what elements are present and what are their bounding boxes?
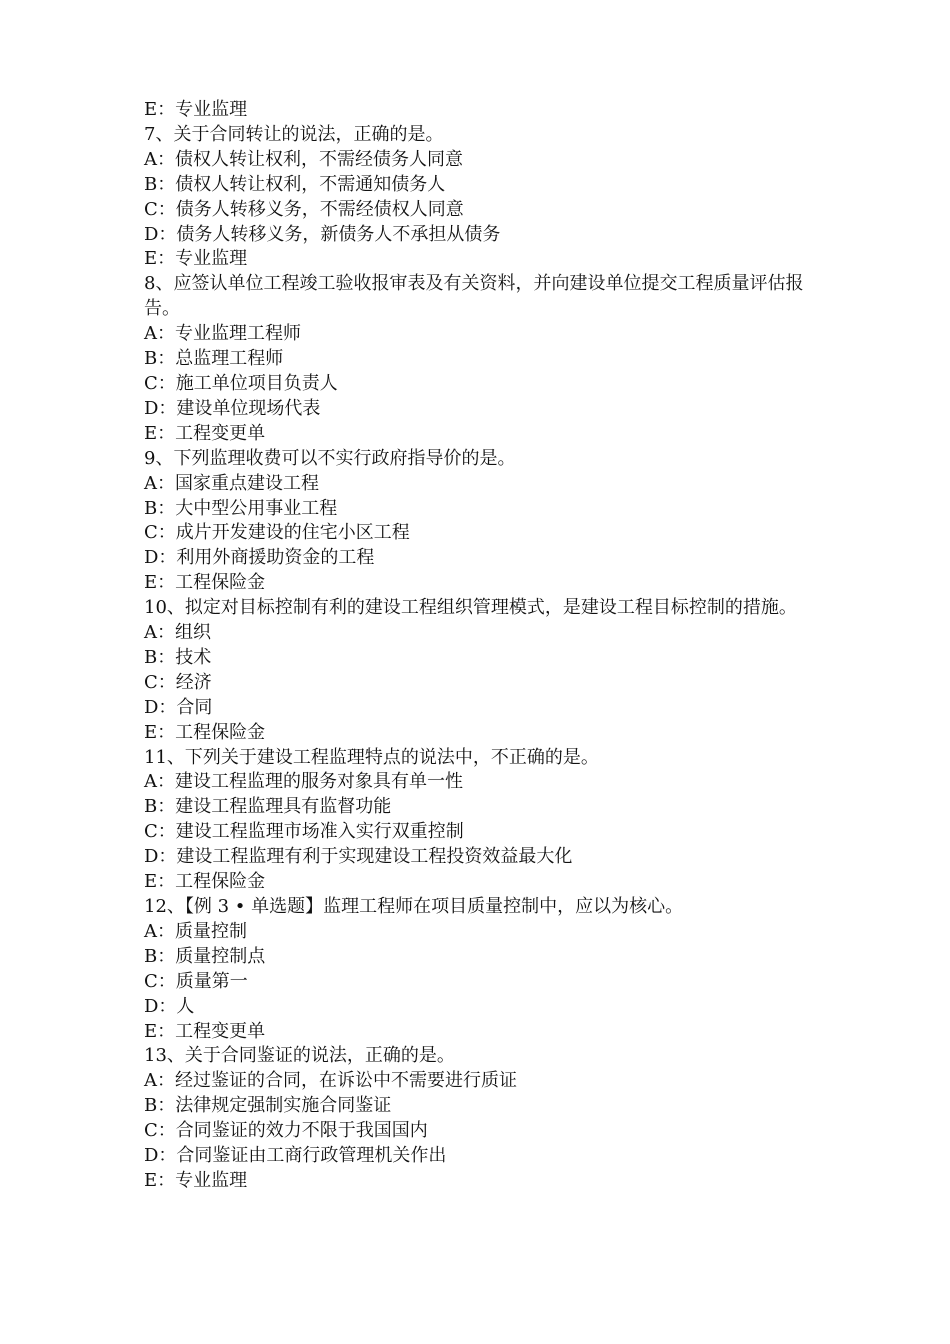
option-a: A：质量控制 [144, 920, 247, 942]
option-c: C：质量第一 [144, 970, 248, 992]
option-c: C：债务人转移义务，不需经债权人同意 [144, 198, 464, 220]
option-e: E：工程保险金 [144, 721, 266, 743]
option-b: B：建设工程监理具有监督功能 [144, 796, 392, 818]
question-block-7 [144, 123, 814, 272]
question-text: 9、下列监理收费可以不实行政府指导价的是。 [144, 447, 516, 469]
option-e: E：工程变更单 [144, 422, 266, 444]
question-block-8 [144, 272, 814, 446]
document-page [144, 98, 814, 1194]
option-b: B：债权人转让权利，不需通知债务人 [144, 173, 446, 195]
option-b: B：大中型公用事业工程 [144, 497, 338, 519]
option-b: B：技术 [144, 646, 212, 668]
option-a: A：债权人转让权利，不需经债务人同意 [144, 148, 463, 170]
option-d: D：建设单位现场代表 [144, 397, 321, 419]
option-d: D：合同鉴证由工商行政管理机关作出 [144, 1145, 447, 1167]
question-text: 8、应签认单位工程竣工验收报审表及有关资料，并向建设单位提交工程质量评估报告。 [144, 273, 804, 320]
option-d: D：建设工程监理有利于实现建设工程投资效益最大化 [144, 846, 573, 868]
question-block-11 [144, 746, 814, 895]
option-c: C：经济 [144, 671, 212, 693]
option-a: A：经过鉴证的合同，在诉讼中不需要进行质证 [144, 1070, 517, 1092]
question-block-9 [144, 447, 814, 596]
question-text: 7、关于合同转让的说法，正确的是。 [144, 123, 444, 145]
option-a: A：建设工程监理的服务对象具有单一性 [144, 771, 463, 793]
question-block-12 [144, 895, 814, 1044]
option-d: D：利用外商援助资金的工程 [144, 547, 375, 569]
option-e: E：工程变更单 [144, 1020, 266, 1042]
question-block-10 [144, 596, 814, 745]
option-b: B：法律规定强制实施合同鉴证 [144, 1095, 392, 1117]
question-text: 13、关于合同鉴证的说法，正确的是。 [144, 1045, 455, 1067]
lead-option-e: E：专业监理 [144, 99, 248, 120]
option-c: C：成片开发建设的住宅小区工程 [144, 522, 410, 544]
option-e: E：专业监理 [144, 248, 248, 270]
option-e: E：专业监理 [144, 1169, 248, 1191]
question-text: 11、下列关于建设工程监理特点的说法中，不正确的是。 [144, 746, 599, 768]
option-d: D：人 [144, 995, 195, 1017]
question-text: 10、拟定对目标控制有利的建设工程组织管理模式，是建设工程目标控制的措施。 [144, 597, 797, 619]
option-a: A：国家重点建设工程 [144, 472, 319, 494]
option-b: B：总监理工程师 [144, 348, 284, 370]
option-e: E：工程保险金 [144, 572, 266, 594]
option-d: D：债务人转移义务，新债务人不承担从债务 [144, 223, 501, 245]
option-e: E：工程保险金 [144, 871, 266, 893]
option-a: A：专业监理工程师 [144, 323, 301, 345]
option-d: D：合同 [144, 696, 213, 718]
option-c: C：合同鉴证的效力不限于我国国内 [144, 1120, 428, 1142]
option-c: C：建设工程监理市场准入实行双重控制 [144, 821, 464, 843]
option-a: A：组织 [144, 622, 211, 644]
question-block-13 [144, 1044, 814, 1193]
option-b: B：质量控制点 [144, 945, 266, 967]
option-c: C：施工单位项目负责人 [144, 372, 338, 394]
question-text: 12、【例 3 • 单选题】监理工程师在项目质量控制中，应以为核心。 [144, 896, 684, 917]
